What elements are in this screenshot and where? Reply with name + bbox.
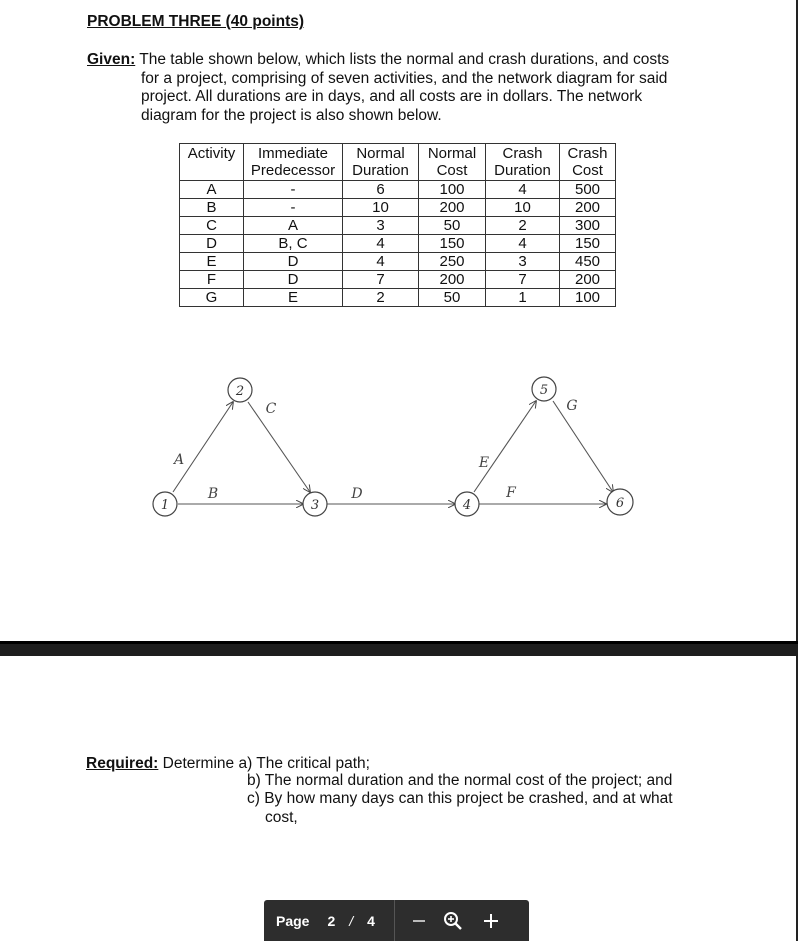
header-predecessor: Immediate Predecessor — [244, 144, 343, 181]
cell-predecessor: - — [244, 181, 343, 199]
cell-predecessor: D — [244, 253, 343, 271]
table-row — [180, 271, 616, 289]
cell-activity: D — [180, 235, 244, 253]
cell-crash-cost: 100 — [560, 289, 616, 307]
cell-crash-duration: 3 — [486, 253, 560, 271]
header-normal-cost: Normal Cost — [419, 144, 486, 181]
given-paragraph — [87, 51, 707, 125]
edge-A — [173, 402, 233, 492]
node-label-1: 1 — [160, 498, 170, 513]
cell-normal-cost: 250 — [419, 253, 486, 271]
given-label: Given: — [87, 51, 136, 68]
cell-normal-duration: 10 — [343, 199, 419, 217]
cell-crash-cost: 450 — [560, 253, 616, 271]
cell-normal-cost: 150 — [419, 235, 486, 253]
page-label: Page — [276, 912, 310, 929]
cell-crash-cost: 150 — [560, 235, 616, 253]
header-crash-duration: Crash Duration — [486, 144, 560, 181]
required-c-line-1: c) By how many days can this project be crashed, and at what — [247, 790, 673, 807]
cell-crash-duration: 2 — [486, 217, 560, 235]
table-row — [180, 253, 616, 271]
given-line-4: diagram for the project is also shown below. — [141, 106, 442, 124]
table-row — [180, 181, 616, 199]
toolbar-divider — [394, 900, 395, 941]
given-line-3: project. All durations are in days, and all costs are in dollars. The network — [141, 88, 643, 105]
cell-normal-cost: 200 — [419, 199, 486, 217]
cell-crash-cost: 200 — [560, 271, 616, 289]
cell-crash-cost: 300 — [560, 217, 616, 235]
cell-normal-cost: 200 — [419, 271, 486, 289]
zoom-in-icon — [443, 911, 463, 931]
cell-crash-cost: 200 — [560, 199, 616, 217]
cell-predecessor: D — [244, 271, 343, 289]
pdf-toolbar — [264, 900, 529, 941]
required-a: Determine a) The critical path; — [162, 755, 370, 772]
activity-table — [179, 143, 616, 307]
required-c-line-2: cost, — [265, 808, 298, 826]
activity-label-B: B — [207, 486, 219, 502]
edge-G — [553, 401, 613, 492]
cell-crash-duration: 4 — [486, 181, 560, 199]
network-nodes — [153, 377, 633, 516]
required-b: b) The normal duration and the normal cost of the project; and — [247, 772, 673, 789]
activity-label-C: C — [265, 401, 277, 417]
node-label-6: 6 — [615, 496, 625, 511]
edge-C — [248, 402, 310, 492]
node-label-3: 3 — [310, 498, 320, 513]
cell-predecessor: E — [244, 289, 343, 307]
given-line-1: The table shown below, which lists the normal and crash durations, and costs — [139, 51, 670, 68]
cell-activity: C — [180, 217, 244, 235]
cell-normal-duration: 4 — [343, 235, 419, 253]
activity-label-G: G — [566, 398, 578, 414]
node-label-2: 2 — [235, 384, 245, 399]
header-normal-duration: Normal Duration — [343, 144, 419, 181]
edge-E — [474, 401, 536, 492]
cell-crash-duration: 1 — [486, 289, 560, 307]
total-pages: 4 — [367, 912, 375, 929]
fit-zoom-button[interactable] — [441, 909, 465, 933]
node-label-5: 5 — [539, 383, 549, 398]
cell-activity: G — [180, 289, 244, 307]
cell-predecessor: - — [244, 199, 343, 217]
cell-activity: B — [180, 199, 244, 217]
activity-label-F: F — [506, 485, 516, 501]
cell-normal-duration: 6 — [343, 181, 419, 199]
header-activity: Activity — [180, 144, 244, 181]
network-diagram — [140, 360, 660, 560]
table-row — [180, 199, 616, 217]
cell-normal-cost: 50 — [419, 217, 486, 235]
cell-normal-cost: 100 — [419, 181, 486, 199]
activity-label-A: A — [173, 452, 185, 468]
cell-crash-cost: 500 — [560, 181, 616, 199]
problem-title: PROBLEM THREE (40 points) — [87, 13, 305, 30]
current-page-input[interactable]: 2 — [327, 912, 336, 929]
required-c — [247, 790, 697, 827]
table-header-row — [180, 144, 616, 181]
cell-crash-duration: 10 — [486, 199, 560, 217]
cell-normal-duration: 4 — [343, 253, 419, 271]
cell-activity: F — [180, 271, 244, 289]
cell-crash-duration: 7 — [486, 271, 560, 289]
zoom-out-button[interactable] — [407, 909, 431, 933]
cell-normal-duration: 3 — [343, 217, 419, 235]
activity-label-D: D — [351, 486, 363, 502]
zoom-in-button[interactable] — [479, 909, 503, 933]
table-body — [180, 181, 616, 307]
page-separator-line — [0, 641, 798, 644]
table-row — [180, 289, 616, 307]
required-line-a — [86, 755, 370, 774]
cell-activity: A — [180, 181, 244, 199]
table-row — [180, 235, 616, 253]
table-row — [180, 217, 616, 235]
page-separator-slash: / — [349, 912, 354, 929]
activity-label-E: E — [478, 455, 490, 471]
cell-crash-duration: 4 — [486, 235, 560, 253]
cell-normal-duration: 7 — [343, 271, 419, 289]
cell-normal-duration: 2 — [343, 289, 419, 307]
required-label: Required: — [86, 755, 159, 772]
plus-icon — [483, 913, 499, 929]
cell-normal-cost: 50 — [419, 289, 486, 307]
minus-icon — [412, 914, 426, 928]
node-label-4: 4 — [462, 498, 472, 513]
header-crash-cost: Crash Cost — [560, 144, 616, 181]
cell-predecessor: B, C — [244, 235, 343, 253]
given-line-2: for a project, comprising of seven activities, and the network diagram for said — [141, 69, 668, 87]
cell-predecessor: A — [244, 217, 343, 235]
cell-activity: E — [180, 253, 244, 271]
